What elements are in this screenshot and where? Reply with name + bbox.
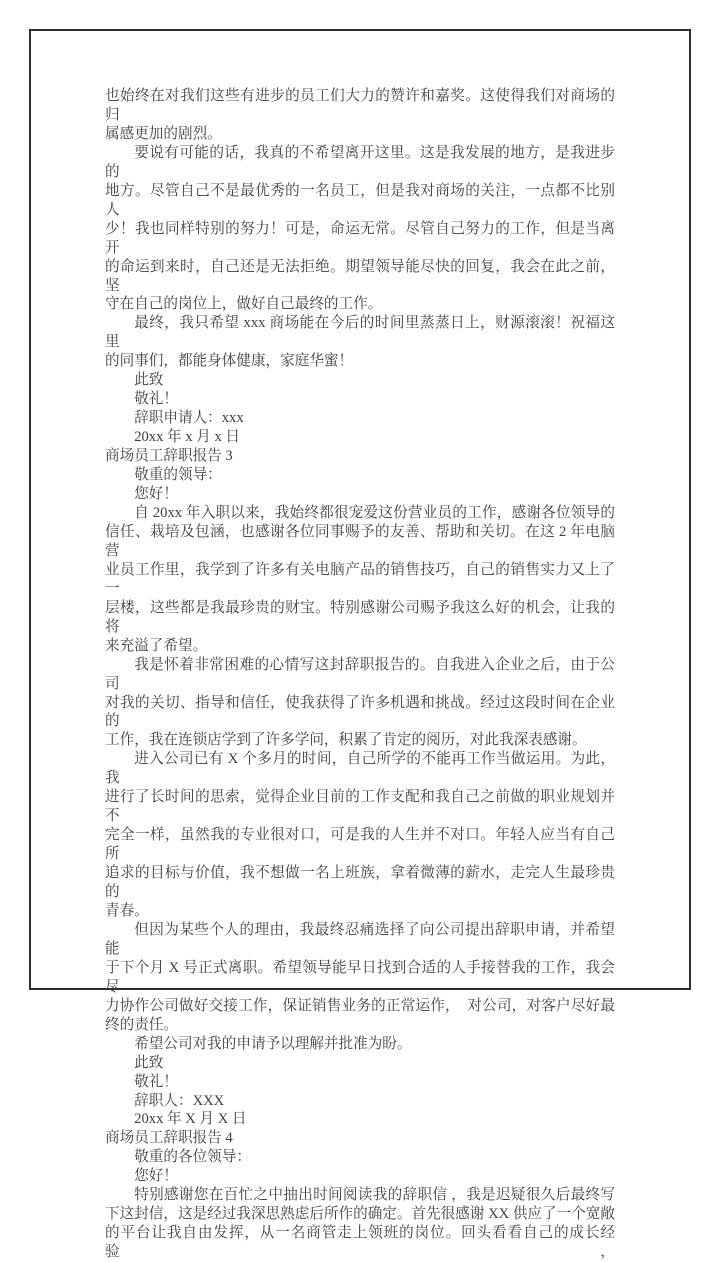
text-line: 下这封信，这是经过我深思熟虑后所作的确定。首先很感谢 XX 供应了一个宽敞 xyxy=(105,1206,615,1223)
text-line: 完全一样，虽然我的专业很对口，可是我的人生并不对口。年轻人应当有自己所 xyxy=(105,827,615,863)
text-line: 地方。尽管自己不是最优秀的一名员工，但是我对商场的关注，一点都不比别人 xyxy=(105,182,615,218)
text-line: 于下个月 X 号正式离职。希望领导能早日找到合适的人手接替我的工作，我会尽 xyxy=(105,959,615,995)
text-line: 层楼，这些都是我最珍贵的财宝。特别感谢公司赐予我这么好的机会，让我的将 xyxy=(105,599,615,635)
text-line: 要说有可能的话，我真的不希望离开这里。这是我发展的地方，是我进步的 xyxy=(105,144,615,180)
text-line: 守在自己的岗位上，做好自己最终的工作。 xyxy=(105,296,383,313)
text-line: 敬重的领导： xyxy=(134,467,222,484)
text-line: 力协作公司做好交接工作，保证销售业务的正常运作， 对公司，对客户尽好最 xyxy=(105,997,615,1014)
text-line: 您好！ xyxy=(134,1168,178,1185)
text-line: 20xx 年 X 月 X 日 xyxy=(134,1111,247,1128)
text-line: 敬礼！ xyxy=(134,391,178,408)
text-line: 属感更加的剧烈。 xyxy=(105,125,222,142)
text-line: 工作，我在连锁店学到了许多学问，积累了肯定的阅历，对此我深表感谢。 xyxy=(105,732,587,749)
text-line: 对我的关切、指导和信任，使我获得了许多机遇和挑战。经过这段时间在企业的 xyxy=(105,694,615,730)
section-heading: 商场员工辞职报告 4 xyxy=(105,1130,233,1147)
text-line: 此致 xyxy=(134,1054,164,1071)
text-line: 业员工作里，我学到了许多有关电脑产品的销售技巧，自己的销售实力又上了一 xyxy=(105,561,615,597)
text-line: 来充溢了希望。 xyxy=(105,637,208,654)
text-line: 进入公司已有 X 个多月的时间，自己所学的不能再工作当做运用。为此，我 xyxy=(105,751,615,787)
section-heading: 商场员工辞职报告 3 xyxy=(105,448,233,465)
text-line: 青春。 xyxy=(105,902,149,919)
document-text xyxy=(105,87,615,1262)
text-line: 少！我也同样特别的努力！可是，命运无常。尽管自己努力的工作，但是当离开 xyxy=(105,220,615,256)
document-page xyxy=(29,29,691,1261)
text-line: 进行了长时间的思索，觉得企业目前的工作支配和我自己之前做的职业规划并不 xyxy=(105,789,615,825)
text-line: 自 20xx 年入职以来，我始终都很宠爱这份营业员的工作，感谢各位领导的 xyxy=(134,504,615,521)
text-line: 您好！ xyxy=(134,486,178,503)
text-line: 最终，我只希望 xxx 商场能在今后的时间里蒸蒸日上，财源滚滚！祝福这里 xyxy=(105,315,615,351)
text-line: 的命运到来时，自己还是无法拒绝。期望领导能尽快的回复，我会在此之前，坚 xyxy=(105,258,615,294)
text-line: 的平台让我自由发挥，从一名商管走上领班的岗位。回头看看自己的成长经验， xyxy=(105,1225,615,1261)
text-line: 希望公司对我的申请予以理解并批准为盼。 xyxy=(134,1035,412,1052)
text-line: 的同事们，都能身体健康，家庭华蜜！ xyxy=(105,353,354,370)
text-line: 终的责任。 xyxy=(105,1016,178,1033)
text-line: 追求的目标与价值，我不想做一名上班族，拿着微薄的薪水，走完人生最珍贵的 xyxy=(105,865,615,901)
text-line: 特别感谢您在百忙之中抽出时间阅读我的辞职信 ，我是迟疑很久后最终写 xyxy=(134,1187,615,1204)
text-line: 20xx 年 x 月 x 日 xyxy=(134,429,240,446)
text-line: 也始终在对我们这些有进步的员工们大力的赞许和嘉奖。这使得我们对商场的归 xyxy=(105,88,615,123)
text-line: 我是怀着非常困难的心情写这封辞职报告的。自我进入企业之后，由于公司 xyxy=(105,656,615,692)
text-line: 此致 xyxy=(134,372,164,389)
text-line: 敬重的各位领导： xyxy=(134,1149,251,1166)
text-line: 敬礼！ xyxy=(134,1073,178,1090)
text-line: 辞职人：XXX xyxy=(134,1092,225,1109)
text-line: 但因为某些个人的理由，我最终忍痛选择了向公司提出辞职申请，并希望能 xyxy=(105,921,615,957)
text-line: 信任、栽培及包涵，也感谢各位同事赐予的友善、帮助和关切。在这 2 年电脑营 xyxy=(105,523,615,559)
text-line: 辞职申请人：xxx xyxy=(134,410,244,427)
